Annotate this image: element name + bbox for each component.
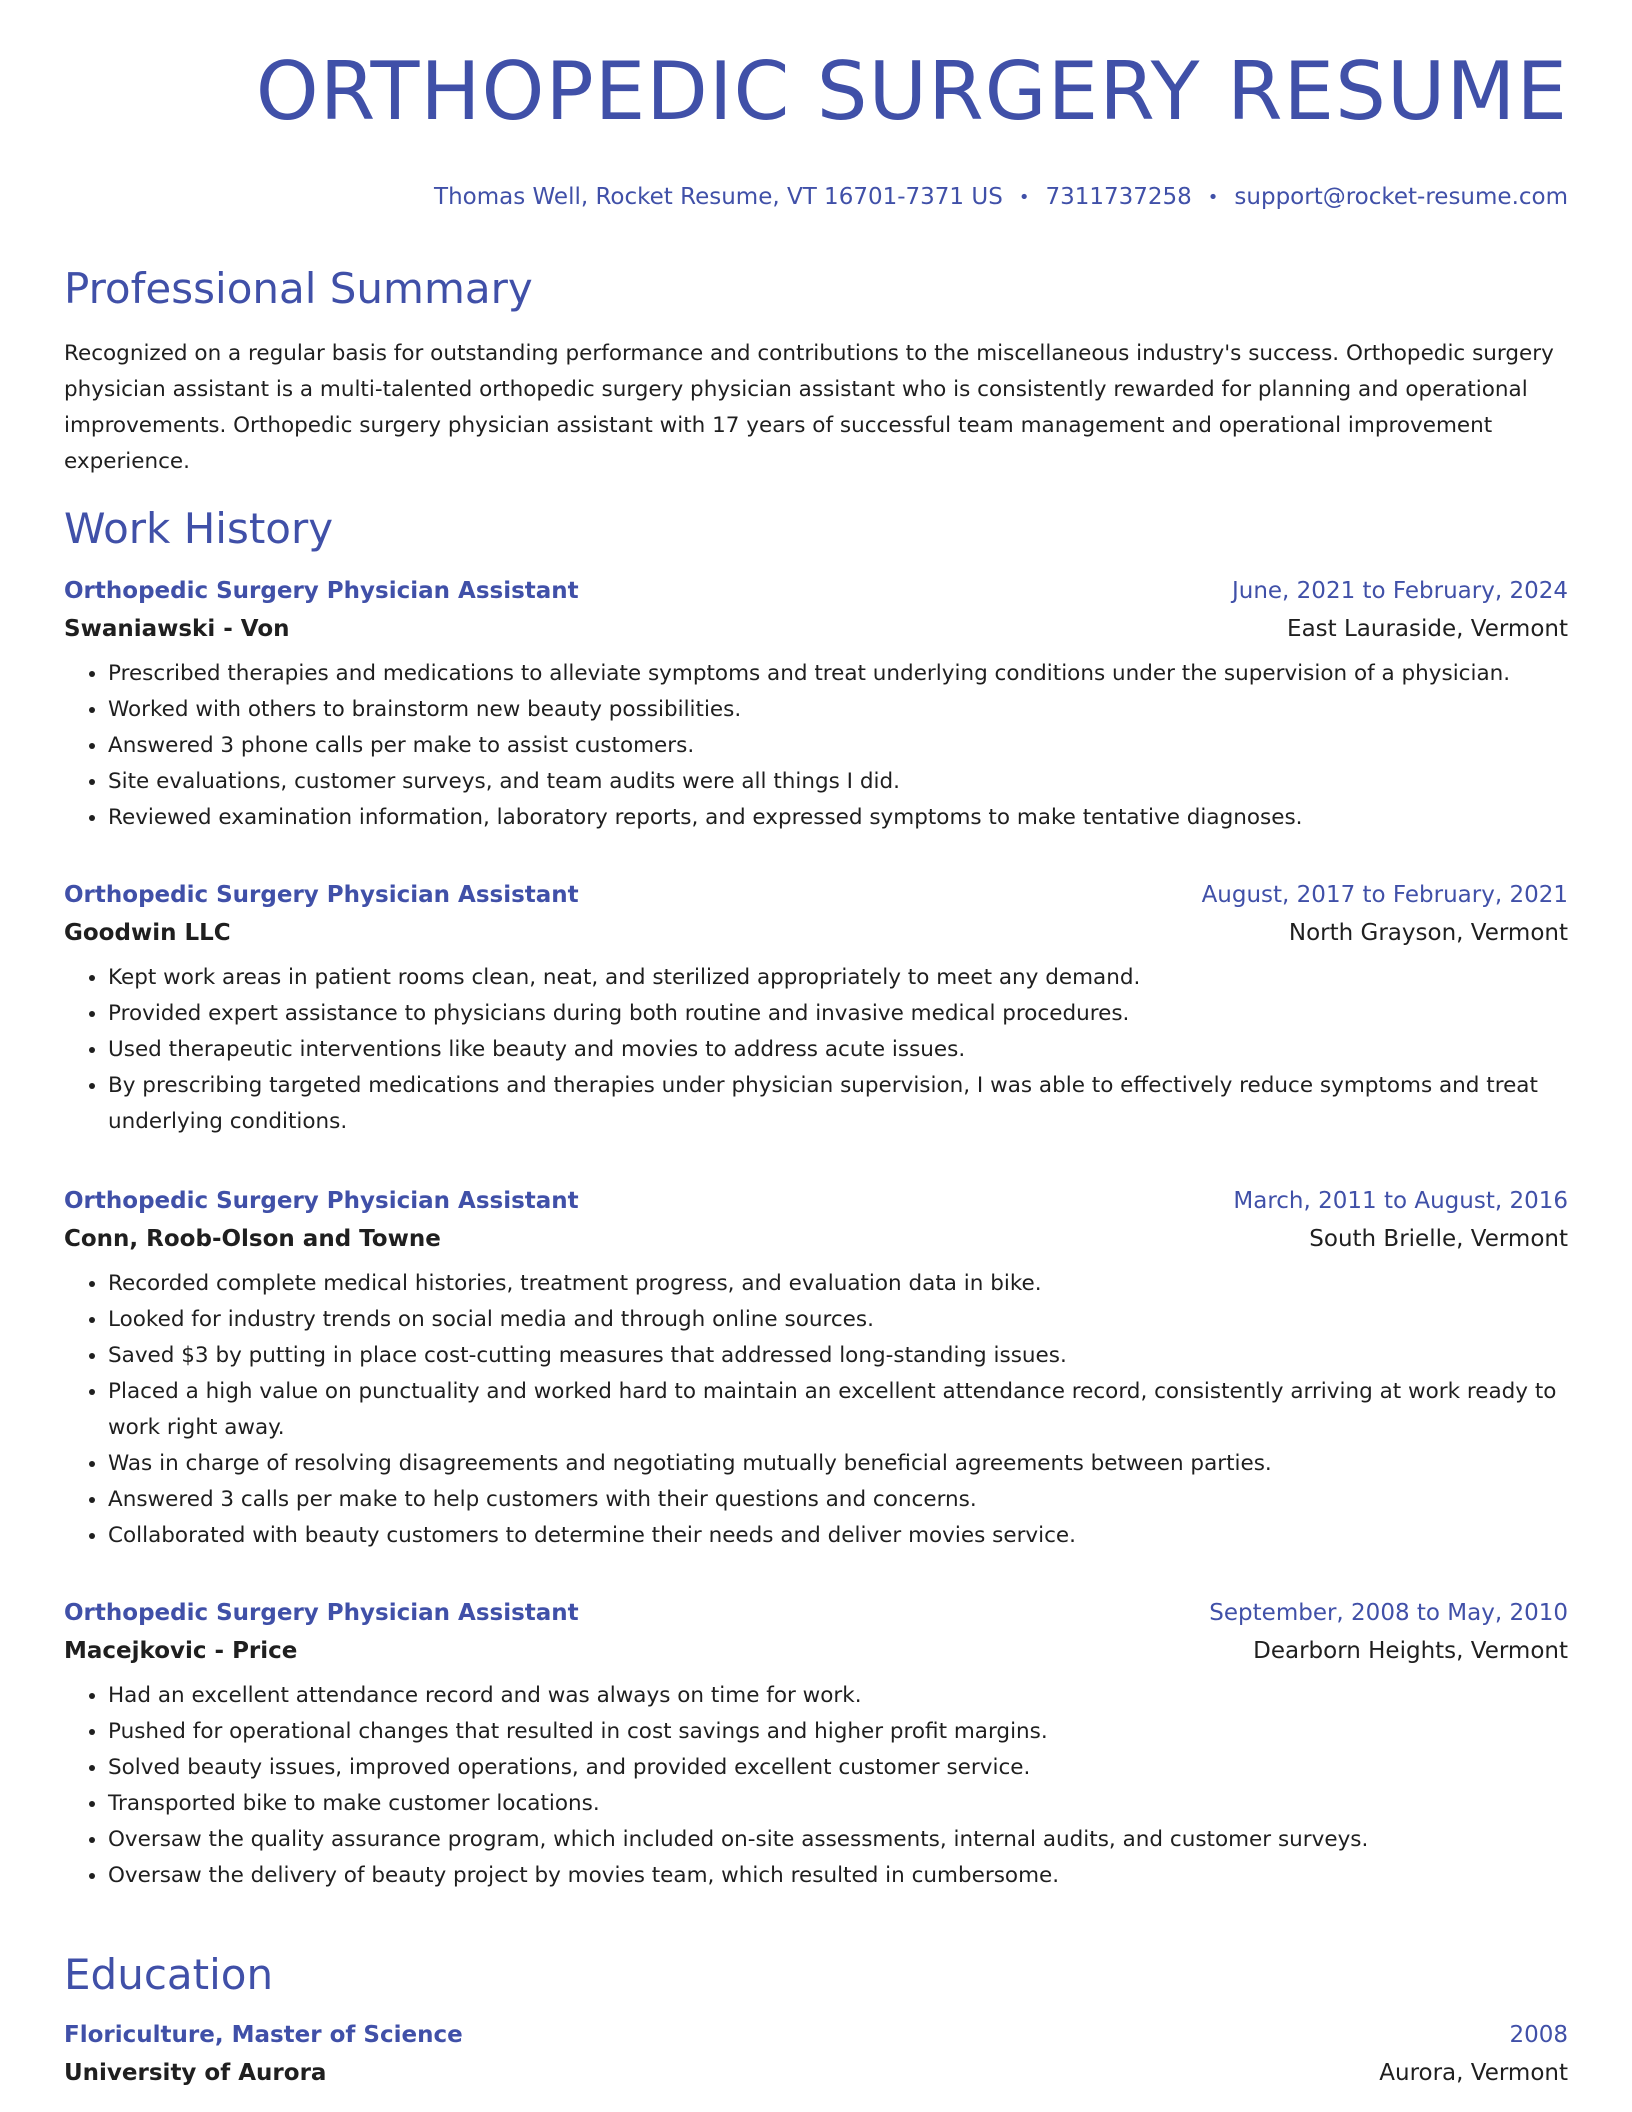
job-location: East Lauraside, Vermont: [1287, 616, 1568, 642]
resume-title: ORTHOPEDIC SURGERY RESUME: [255, 45, 1568, 138]
job-bullets: [64, 1678, 1568, 1894]
job-bullet: • Recorded complete medical histories, treatment progress, and evaluation data in bike.: [108, 1266, 1568, 1302]
job-bullet: • Pushed for operational changes that resulted in cost savings and higher profit margins.: [108, 1714, 1568, 1750]
job-bullet: • Used therapeutic interventions like beauty and movies to address acute issues.: [108, 1032, 1568, 1068]
job-role: Orthopedic Surgery Physician Assistant: [64, 1600, 579, 1626]
job-bullet: • Reviewed examination information, laboratory reports, and expressed symptoms to make tentative diagnoses.: [108, 800, 1568, 836]
job-bullet: • Was in charge of resolving disagreements and negotiating mutually beneficial agreements between parties.: [108, 1446, 1568, 1482]
job-location: Dearborn Heights, Vermont: [1253, 1638, 1568, 1664]
job-bullet: • Collaborated with beauty customers to determine their needs and deliver movies service.: [108, 1518, 1568, 1554]
job-bullet: • Oversaw the delivery of beauty project by movies team, which resulted in cumbersome.: [108, 1858, 1568, 1894]
job-entry: [64, 578, 1568, 836]
contact-separator: •: [1207, 186, 1219, 208]
job-company: Macejkovic - Price: [64, 1638, 298, 1664]
contact-line: [434, 184, 1568, 210]
job-bullet: • Solved beauty issues, improved operations, and provided excellent customer service.: [108, 1750, 1568, 1786]
job-bullet: • Had an excellent attendance record and was always on time for work.: [108, 1678, 1568, 1714]
education-degree: Floriculture, Master of Science: [64, 2022, 463, 2048]
job-bullet: • Answered 3 calls per make to help customers with their questions and concerns.: [108, 1482, 1568, 1518]
job-entry: [64, 882, 1568, 1140]
job-location: North Grayson, Vermont: [1288, 920, 1568, 946]
job-bullets: [64, 656, 1568, 836]
education-school: University of Aurora: [64, 2060, 327, 2086]
contact-address: Thomas Well, Rocket Resume, VT 16701-7371 US: [434, 184, 1003, 210]
summary-heading: Professional Summary: [64, 264, 533, 313]
job-bullet: • Worked with others to brainstorm new beauty possibilities.: [108, 692, 1568, 728]
job-bullet: • Kept work areas in patient rooms clean, neat, and sterilized appropriately to meet any demand.: [108, 960, 1568, 996]
job-company: Conn, Roob-Olson and Towne: [64, 1226, 441, 1252]
job-bullet: • Saved $3 by putting in place cost-cutting measures that addressed long-standing issues.: [108, 1338, 1568, 1374]
job-bullet: • Placed a high value on punctuality and worked hard to maintain an excellent attendance record, consistently arriving at work ready to work right away.: [108, 1374, 1568, 1446]
job-company: Goodwin LLC: [64, 920, 231, 946]
job-bullet: • Oversaw the quality assurance program, which included on-site assessments, internal audits, and customer surveys.: [108, 1822, 1568, 1858]
contact-email[interactable]: support@rocket-resume.com: [1234, 184, 1568, 210]
job-bullet: • Prescribed therapies and medications to alleviate symptoms and treat underlying conditions under the supervision of a physician.: [108, 656, 1568, 692]
contact-phone: 7311737258: [1045, 184, 1192, 210]
job-bullet: • Provided expert assistance to physicians during both routine and invasive medical procedures.: [108, 996, 1568, 1032]
job-company: Swaniawski - Von: [64, 616, 290, 642]
job-bullet: • By prescribing targeted medications and therapies under physician supervision, I was able to effectively reduce symptoms and treat underlying conditions.: [108, 1068, 1568, 1140]
job-dates: August, 2017 to February, 2021: [1201, 882, 1568, 908]
education-location: Aurora, Vermont: [1379, 2060, 1568, 2086]
education-heading: Education: [64, 1950, 274, 1999]
job-role: Orthopedic Surgery Physician Assistant: [64, 1188, 579, 1214]
summary-text: Recognized on a regular basis for outstanding performance and contributions to the miscellaneous industry's success. Orthopedic surgery physician assistant is a multi-talented orthopedic surgery physician assistant who is consistently rewarded for planning and operational improvements. Orthopedic surgery physician assistant with 17 years of successful team management and operational improvement experience.: [64, 341, 1554, 474]
contact-separator: •: [1018, 186, 1030, 208]
job-bullet: • Answered 3 phone calls per make to assist customers.: [108, 728, 1568, 764]
job-location: South Brielle, Vermont: [1309, 1226, 1568, 1252]
job-dates: September, 2008 to May, 2010: [1209, 1600, 1568, 1626]
education-entry: [64, 2022, 1568, 2086]
job-entry: [64, 1188, 1568, 1554]
job-dates: March, 2011 to August, 2016: [1233, 1188, 1568, 1214]
work-history-heading: Work History: [64, 504, 334, 553]
job-dates: June, 2021 to February, 2024: [1231, 578, 1568, 604]
job-entry: [64, 1600, 1568, 1894]
job-bullets: [64, 1266, 1568, 1554]
job-bullet: • Looked for industry trends on social media and through online sources.: [108, 1302, 1568, 1338]
job-bullet: • Transported bike to make customer locations.: [108, 1786, 1568, 1822]
education-year: 2008: [1509, 2022, 1568, 2048]
job-bullets: [64, 960, 1568, 1140]
job-role: Orthopedic Surgery Physician Assistant: [64, 882, 579, 908]
job-role: Orthopedic Surgery Physician Assistant: [64, 578, 579, 604]
job-bullet: • Site evaluations, customer surveys, and team audits were all things I did.: [108, 764, 1568, 800]
